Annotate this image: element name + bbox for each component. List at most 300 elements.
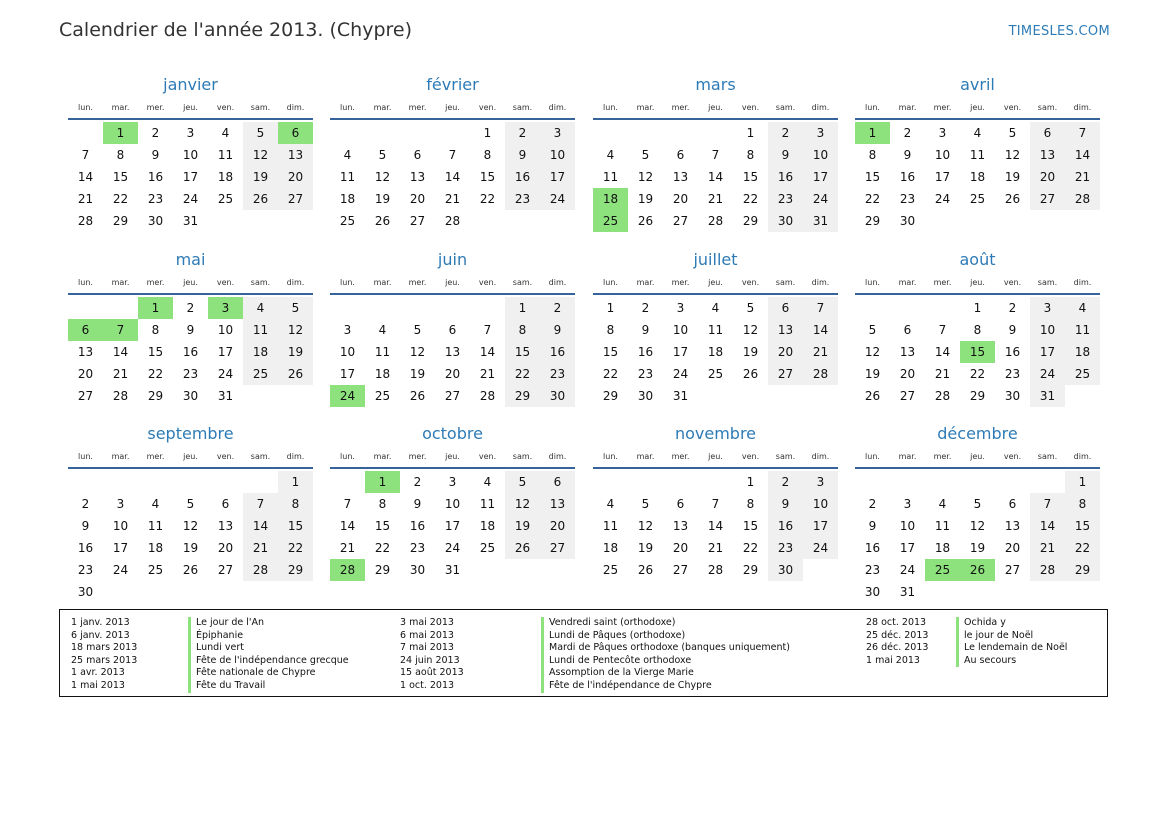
day-cell: 2: [505, 122, 540, 144]
day-cell: 19: [864, 367, 881, 381]
day-cell: 7: [483, 323, 492, 337]
day-cell: 12: [742, 323, 759, 337]
day-cell: 19: [278, 341, 313, 363]
day-cell: 26: [182, 563, 199, 577]
empty-cell: [698, 471, 733, 493]
day-grid: [593, 471, 838, 581]
day-cell: 16: [637, 345, 654, 359]
day-cell: 9: [768, 493, 803, 515]
weekday-label: ven.: [1003, 103, 1022, 112]
day-cell: 19: [1004, 170, 1021, 184]
day-cell: 23: [77, 563, 94, 577]
weekday-label: mar.: [636, 278, 655, 287]
weekday-label: ven.: [478, 103, 497, 112]
day-cell: 28: [243, 559, 278, 581]
day-cell: 9: [641, 323, 650, 337]
month-divider: [593, 293, 838, 295]
month-name: juin: [437, 250, 468, 269]
day-cell: 8: [116, 148, 125, 162]
legend-holiday-date: 25 mars 2013: [71, 654, 138, 666]
day-cell: 30: [864, 585, 881, 599]
weekday-label: mer.: [408, 452, 427, 461]
weekday-label: dim.: [811, 103, 830, 112]
weekday-header: [330, 449, 575, 464]
month-name: février: [426, 75, 479, 94]
day-cell: 3: [803, 471, 838, 493]
day-cell: 25: [243, 363, 278, 385]
day-cell: 5: [243, 122, 278, 144]
weekday-label: ven.: [216, 452, 235, 461]
weekday-label: jeu.: [970, 103, 985, 112]
day-cell: 11: [374, 345, 391, 359]
day-cell: 26: [374, 214, 391, 228]
empty-cell: [698, 122, 733, 144]
weekday-label: dim.: [1073, 278, 1092, 287]
day-cell: 18: [707, 345, 724, 359]
day-cell: 30: [409, 563, 426, 577]
weekday-header: [68, 449, 313, 464]
day-cell: 9: [868, 519, 877, 533]
weekday-label: sam.: [512, 452, 533, 461]
weekday-label: mar.: [111, 278, 130, 287]
day-cell: 26: [637, 563, 654, 577]
day-cell: 9: [151, 148, 160, 162]
day-cell: 17: [182, 170, 199, 184]
empty-cell: [173, 471, 208, 493]
day-cell: 21: [479, 367, 496, 381]
day-cell: 21: [1030, 537, 1065, 559]
legend-holiday-date: 18 mars 2013: [71, 642, 138, 654]
day-cell: 24: [112, 563, 129, 577]
legend-holiday-date: 6 janv. 2013: [71, 629, 130, 641]
day-grid: [330, 122, 575, 232]
empty-cell: [400, 297, 435, 319]
month-8: [68, 422, 313, 603]
day-cell: 26: [637, 214, 654, 228]
weekday-label: mar.: [636, 103, 655, 112]
day-cell: 19: [637, 192, 654, 206]
legend-names-2: [541, 617, 790, 693]
weekday-label: sam.: [250, 278, 271, 287]
legend-holiday-name: Assomption de la Vierge Marie: [541, 667, 790, 680]
day-cell: 6: [676, 148, 685, 162]
day-cell: 18: [969, 170, 986, 184]
day-cell: 10: [540, 144, 575, 166]
weekday-label: dim.: [811, 452, 830, 461]
weekday-header: [593, 449, 838, 464]
weekday-label: sam.: [775, 452, 796, 461]
day-cell: 27: [444, 389, 461, 403]
month-divider: [330, 118, 575, 120]
legend-holiday-date: 28 oct. 2013: [866, 617, 927, 628]
day-cell: 15: [147, 345, 164, 359]
day-cell: 10: [112, 519, 129, 533]
day-grid: [68, 297, 313, 407]
month-divider: [855, 293, 1100, 295]
day-cell: 30: [540, 385, 575, 407]
day-cell: 13: [409, 170, 426, 184]
empty-cell: [243, 471, 278, 493]
month-divider: [68, 293, 313, 295]
day-grid: [855, 471, 1100, 603]
day-cell: 29: [602, 389, 619, 403]
day-cell: 29: [864, 214, 881, 228]
day-cell: 14: [77, 170, 94, 184]
day-cell: 30: [77, 585, 94, 599]
day-cell: 29: [742, 214, 759, 228]
weekday-label: jeu.: [183, 278, 198, 287]
day-cell: 29: [1065, 559, 1100, 581]
holiday-day-cell: 6: [68, 319, 103, 341]
day-cell: 20: [672, 192, 689, 206]
day-cell: 17: [217, 345, 234, 359]
day-cell: 27: [1030, 188, 1065, 210]
day-cell: 18: [339, 192, 356, 206]
month-name: septembre: [147, 424, 234, 443]
month-name: avril: [960, 75, 995, 94]
day-cell: 4: [606, 497, 615, 511]
legend-holiday-name: Lundi de Pentecôte orthodoxe: [541, 655, 790, 668]
legend-holiday-date: 1 janv. 2013: [71, 617, 130, 628]
day-cell: 14: [243, 515, 278, 537]
day-cell: 4: [151, 497, 160, 511]
weekday-label: dim.: [286, 278, 305, 287]
day-cell: 14: [707, 519, 724, 533]
day-cell: 26: [742, 367, 759, 381]
day-cell: 26: [409, 389, 426, 403]
month-name: octobre: [422, 424, 483, 443]
day-cell: 8: [378, 497, 387, 511]
day-cell: 5: [973, 497, 982, 511]
day-cell: 9: [903, 148, 912, 162]
empty-cell: [593, 122, 628, 144]
day-grid: [68, 471, 313, 603]
weekday-label: sam.: [775, 103, 796, 112]
weekday-header: [855, 449, 1100, 464]
month-5: [330, 248, 575, 407]
holiday-day-cell: 1: [365, 471, 400, 493]
weekday-header: [855, 100, 1100, 115]
day-cell: 21: [339, 541, 356, 555]
day-cell: 28: [707, 563, 724, 577]
day-cell: 10: [182, 148, 199, 162]
day-cell: 17: [540, 166, 575, 188]
day-cell: 22: [742, 192, 759, 206]
day-cell: 9: [81, 519, 90, 533]
empty-cell: [103, 471, 138, 493]
day-cell: 11: [707, 323, 724, 337]
day-cell: 4: [483, 475, 492, 489]
weekday-label: mer.: [146, 103, 165, 112]
month-name: décembre: [937, 424, 1018, 443]
day-cell: 9: [413, 497, 422, 511]
weekday-label: ven.: [1003, 278, 1022, 287]
legend-dates-1: [71, 617, 137, 693]
month-10: [593, 422, 838, 581]
day-cell: 2: [641, 301, 650, 315]
day-cell: 3: [1030, 297, 1065, 319]
day-cell: 23: [147, 192, 164, 206]
day-cell: 15: [505, 341, 540, 363]
day-cell: 6: [768, 297, 803, 319]
day-cell: 25: [374, 389, 391, 403]
day-cell: 27: [77, 389, 94, 403]
weekday-label: mer.: [671, 452, 690, 461]
day-cell: 6: [1008, 497, 1017, 511]
legend-holiday-name: Le lendemain de Noël: [956, 642, 1067, 655]
weekday-label: ven.: [741, 278, 760, 287]
day-cell: 7: [81, 148, 90, 162]
month-divider: [330, 293, 575, 295]
day-cell: 27: [1004, 563, 1021, 577]
day-cell: 12: [637, 170, 654, 184]
day-cell: 15: [602, 345, 619, 359]
day-cell: 14: [1065, 144, 1100, 166]
day-cell: 2: [186, 301, 195, 315]
weekday-label: lun.: [865, 103, 880, 112]
day-cell: 12: [278, 319, 313, 341]
day-cell: 10: [672, 323, 689, 337]
month-divider: [68, 467, 313, 469]
day-cell: 25: [1065, 363, 1100, 385]
day-cell: 17: [444, 519, 461, 533]
day-cell: 5: [1008, 126, 1017, 140]
month-0: [68, 73, 313, 232]
day-cell: 20: [278, 166, 313, 188]
day-cell: 4: [378, 323, 387, 337]
day-cell: 11: [243, 319, 278, 341]
day-cell: 27: [672, 563, 689, 577]
weekday-label: dim.: [1073, 103, 1092, 112]
month-divider: [855, 467, 1100, 469]
day-grid: [593, 122, 838, 232]
weekday-header: [68, 100, 313, 115]
day-cell: 3: [903, 497, 912, 511]
legend-holiday-date: 7 mai 2013: [400, 642, 454, 654]
day-cell: 12: [409, 345, 426, 359]
day-cell: 11: [602, 170, 619, 184]
day-cell: 23: [1004, 367, 1021, 381]
day-cell: 8: [151, 323, 160, 337]
weekday-label: sam.: [512, 103, 533, 112]
day-cell: 2: [768, 471, 803, 493]
legend-holiday-name: Fête du Travail: [188, 680, 349, 693]
day-cell: 30: [768, 559, 803, 581]
day-cell: 25: [707, 367, 724, 381]
day-cell: 16: [147, 170, 164, 184]
weekday-label: mar.: [898, 103, 917, 112]
day-cell: 13: [672, 170, 689, 184]
day-cell: 24: [899, 563, 916, 577]
legend-holiday-date: 1 mai 2013: [71, 679, 125, 691]
day-cell: 21: [934, 367, 951, 381]
day-cell: 6: [903, 323, 912, 337]
day-cell: 13: [540, 493, 575, 515]
day-cell: 30: [182, 389, 199, 403]
day-cell: 2: [768, 122, 803, 144]
weekday-label: jeu.: [708, 103, 723, 112]
day-cell: 9: [186, 323, 195, 337]
day-cell: 16: [505, 166, 540, 188]
day-cell: 25: [602, 563, 619, 577]
day-cell: 21: [243, 537, 278, 559]
empty-cell: [1030, 471, 1065, 493]
month-divider: [68, 118, 313, 120]
legend-holiday-date: 3 mai 2013: [400, 617, 454, 628]
weekday-label: lun.: [603, 103, 618, 112]
empty-cell: [663, 122, 698, 144]
day-cell: 11: [1065, 319, 1100, 341]
day-cell: 25: [339, 214, 356, 228]
day-cell: 21: [444, 192, 461, 206]
legend-holiday-date: 1 oct. 2013: [400, 679, 455, 691]
day-cell: 12: [505, 493, 540, 515]
month-11: [855, 422, 1100, 603]
day-cell: 29: [505, 385, 540, 407]
day-cell: 29: [147, 389, 164, 403]
day-cell: 16: [864, 541, 881, 555]
day-cell: 1: [1065, 471, 1100, 493]
day-cell: 21: [707, 192, 724, 206]
day-cell: 17: [112, 541, 129, 555]
legend-holiday-name: Le jour de l'An: [188, 617, 349, 630]
day-cell: 28: [112, 389, 129, 403]
day-cell: 4: [711, 301, 720, 315]
day-cell: 3: [803, 122, 838, 144]
day-cell: 11: [479, 497, 496, 511]
day-cell: 17: [672, 345, 689, 359]
legend-holiday-name: Fête nationale de Chypre: [188, 667, 349, 680]
day-cell: 21: [707, 541, 724, 555]
day-cell: 7: [711, 497, 720, 511]
day-cell: 26: [864, 389, 881, 403]
day-cell: 28: [479, 389, 496, 403]
weekday-label: lun.: [865, 452, 880, 461]
day-cell: 29: [278, 559, 313, 581]
empty-cell: [365, 297, 400, 319]
day-cell: 16: [540, 341, 575, 363]
day-cell: 25: [147, 563, 164, 577]
day-cell: 6: [448, 323, 457, 337]
legend-holiday-name: Vendredi saint (orthodoxe): [541, 617, 790, 630]
weekday-label: jeu.: [708, 452, 723, 461]
day-cell: 4: [606, 148, 615, 162]
day-cell: 30: [147, 214, 164, 228]
day-cell: 13: [217, 519, 234, 533]
empty-cell: [925, 471, 960, 493]
weekday-label: dim.: [286, 103, 305, 112]
day-cell: 14: [112, 345, 129, 359]
weekday-label: sam.: [512, 278, 533, 287]
day-cell: 5: [868, 323, 877, 337]
legend-holiday-date: 6 mai 2013: [400, 629, 454, 641]
holiday-day-cell: 6: [278, 122, 313, 144]
day-cell: 27: [672, 214, 689, 228]
day-cell: 16: [768, 166, 803, 188]
weekday-label: mer.: [146, 452, 165, 461]
month-divider: [855, 118, 1100, 120]
day-cell: 12: [864, 345, 881, 359]
day-cell: 24: [444, 541, 461, 555]
brand-link[interactable]: TIMESLES.COM: [1008, 24, 1110, 39]
legend-holiday-date: 26 déc. 2013: [866, 642, 929, 654]
empty-cell: [470, 297, 505, 319]
month-4: [68, 248, 313, 407]
day-cell: 22: [864, 192, 881, 206]
month-9: [330, 422, 575, 581]
empty-cell: [435, 297, 470, 319]
day-cell: 2: [868, 497, 877, 511]
day-cell: 28: [444, 214, 461, 228]
day-cell: 17: [934, 170, 951, 184]
day-cell: 25: [217, 192, 234, 206]
day-cell: 20: [768, 341, 803, 363]
day-cell: 23: [505, 188, 540, 210]
holiday-day-cell: 26: [960, 559, 995, 581]
day-cell: 1: [483, 126, 492, 140]
month-6: [593, 248, 838, 407]
day-cell: 28: [1030, 559, 1065, 581]
day-cell: 1: [278, 471, 313, 493]
day-cell: 8: [1065, 493, 1100, 515]
day-cell: 19: [374, 192, 391, 206]
weekday-label: mer.: [408, 278, 427, 287]
day-cell: 1: [973, 301, 982, 315]
weekday-label: jeu.: [183, 452, 198, 461]
day-cell: 22: [602, 367, 619, 381]
holiday-day-cell: 15: [960, 341, 995, 363]
day-cell: 22: [374, 541, 391, 555]
day-cell: 8: [505, 319, 540, 341]
day-cell: 3: [676, 301, 685, 315]
day-cell: 17: [803, 515, 838, 537]
day-cell: 7: [938, 323, 947, 337]
day-cell: 10: [803, 144, 838, 166]
day-cell: 10: [217, 323, 234, 337]
legend-holiday-name: Lundi de Pâques (orthodoxe): [541, 630, 790, 643]
weekday-label: sam.: [250, 103, 271, 112]
day-cell: 9: [1008, 323, 1017, 337]
weekday-label: jeu.: [445, 452, 460, 461]
day-cell: 10: [803, 493, 838, 515]
day-cell: 21: [112, 367, 129, 381]
day-cell: 24: [803, 188, 838, 210]
day-cell: 23: [540, 363, 575, 385]
legend-holiday-date: 25 déc. 2013: [866, 629, 929, 641]
empty-cell: [365, 122, 400, 144]
day-cell: 9: [540, 319, 575, 341]
empty-cell: [138, 471, 173, 493]
holiday-day-cell: 28: [330, 559, 365, 581]
day-cell: 19: [969, 541, 986, 555]
day-cell: 30: [637, 389, 654, 403]
day-cell: 14: [707, 170, 724, 184]
day-cell: 24: [182, 192, 199, 206]
weekday-header: [330, 100, 575, 115]
day-cell: 31: [803, 210, 838, 232]
month-name: août: [959, 250, 996, 269]
weekday-header: [855, 275, 1100, 290]
month-divider: [330, 467, 575, 469]
day-cell: 24: [1030, 363, 1065, 385]
day-cell: 14: [444, 170, 461, 184]
weekday-label: sam.: [1037, 452, 1058, 461]
day-cell: 8: [483, 148, 492, 162]
day-cell: 6: [221, 497, 230, 511]
month-2: [593, 73, 838, 232]
day-cell: 15: [374, 519, 391, 533]
weekday-label: mar.: [111, 103, 130, 112]
